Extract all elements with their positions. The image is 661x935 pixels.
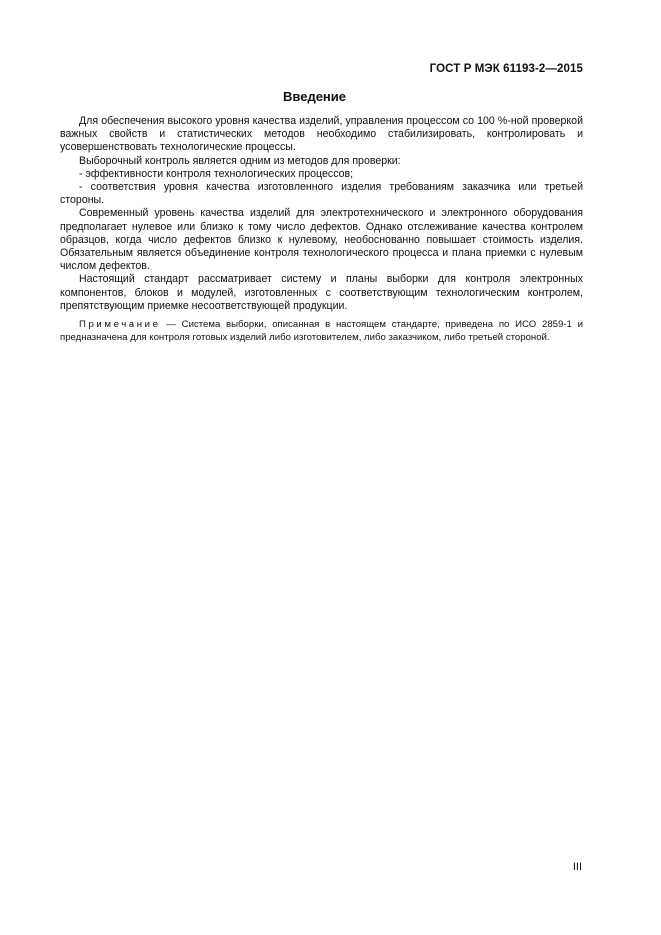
note-label: Примечание (79, 319, 161, 331)
list-item-quality-conformance: - соответствия уровня качества изготовленного изделия требованиям заказчика или третьей стороны. (60, 181, 583, 207)
section-title: Введение (283, 89, 346, 104)
note-text: — Система выборки, описанная в настоящем стандарте, приведена по ИСО 2859-1 и предназначена для контроля готовых изделий либо изготовителем, либо заказчиком, либо третьей стороной. (60, 319, 583, 343)
document-code: ГОСТ Р МЭК 61193-2—2015 (429, 63, 583, 75)
paragraph-scope: Настоящий стандарт рассматривает систему и планы выборки для контроля электронных компонентов, блоков и модулей, изготовленных с соответствующим технологическим контролем, препятствующим приемке несоответствующей продукции. (60, 273, 583, 312)
page-number: III (572, 861, 582, 873)
list-item-process-control: - эффективности контроля технологических процессов; (79, 167, 354, 180)
paragraph-sampling: Выборочный контроль является одним из методов для проверки: (79, 154, 401, 167)
section-body (60, 115, 583, 344)
paragraph-intro: Для обеспечения высокого уровня качества изделий, управления процессом со 100 %-ной проверкой важных свойств и статистических методов необходимо стабилизировать, контролировать и усовершенствовать технологические процессы. (60, 115, 583, 154)
note (60, 319, 583, 344)
paragraph-modern-quality: Современный уровень качества изделий для электротехнического и электронного оборудования предполагает нулевое или близко к тому число дефектов. Однако отслеживание качества контролем образцов, когда число дефектов близко к нулевому, необоснованно повышает стоимость изделия. Обязательным является объединение контроля технологического процесса и плана приемки с нулевым числом дефектов. (60, 207, 583, 273)
